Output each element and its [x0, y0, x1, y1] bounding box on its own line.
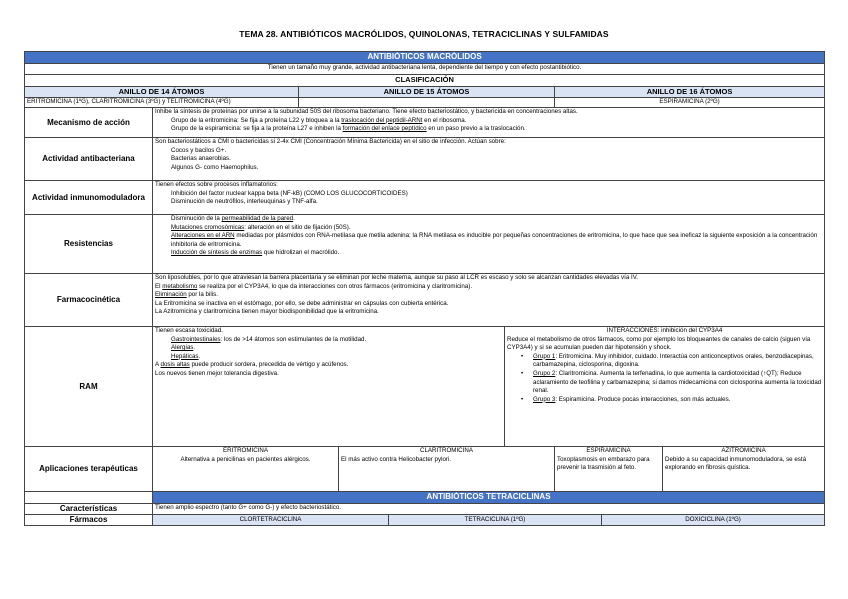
list-item: • Grupo 3: Espiramicina. Produce pocas interacciones, son más actuales. [521, 396, 822, 405]
list-item: • Grupo 1: Eritromicina. Muy inhibidor, cuidado. Interactúa con anticonceptivos orales, benzodiacepinas, carbamazepina, ciclosporina, digoxina. [521, 353, 822, 370]
actividad-inmunomoduladora-intro: Tienen efectos sobre procesos inflamatorios: [155, 181, 278, 188]
caracteristicas-text: Tienen amplio espectro (tanto G+ como G-) y efecto bacteriostático. [153, 504, 825, 515]
ram-left-cell [153, 327, 505, 447]
ring-16-drugs: ESPIRAMICINA (2ºG) [555, 98, 825, 108]
aplicacion-espiramicina: ESPIRAMICINA Toxoplasmosis en embarazo para prevenir la trasmisión al feto. [555, 447, 663, 492]
actividad-inmunomoduladora-label: Actividad inmunomoduladora [25, 181, 153, 215]
ring-14-drugs: ERITROMICINA (1ºG), CLARITROMICINA (3ºG) y TELITROMICINA (4ºG) [25, 98, 299, 108]
interacciones-title: INTERACCIONES: inhibición del CYP3A4 [606, 327, 723, 334]
tetraciclinas-header-spacer [25, 492, 153, 504]
actividad-antibacteriana-label: Actividad antibacteriana [25, 138, 153, 181]
text-line: Eliminación por la bilis. [155, 291, 218, 299]
summary-table [24, 51, 825, 526]
text-line: Los nuevos tienen mejor tolerancia digestiva. [155, 369, 279, 377]
ring-15-drugs [299, 98, 555, 108]
mecanismo-cell [153, 108, 825, 138]
list-item: • Inducción de síntesis de enzimas que hidrolizan el macrólido. [155, 249, 822, 258]
aplicaciones-label: Aplicaciones terapéuticas [25, 447, 153, 492]
farmaco-tetraciclina: TETRACICLINA (1ºG) [389, 515, 602, 526]
ram-intro: Tienen escasa toxicidad. [155, 327, 223, 334]
aplicacion-claritromicina: CLARITROMICINA El más activo contra Helicobacter pylori. [339, 447, 555, 492]
list-item: • Disminución de la permeabilidad de la pared. [155, 215, 822, 224]
list-item: - Grupo de la espiramicina: se fija a la proteína L27 e inhiben la formación del enlace peptídico en un paso previo a la traslocación. [155, 125, 822, 134]
macrolidos-intro: Tienen un tamaño muy grande, actividad antibacteriana lenta, dependiente del tiempo y con efecto postantibiótico. [25, 64, 825, 75]
list-item: - Grupo de la eritromicina: Se fija a proteína L22 y bloquea a la traslocación del peptidil-ARNt en el ribosoma. [155, 117, 822, 126]
resistencias-cell [153, 215, 825, 274]
list-item: - Gastrointestinales: los de >14 átomos son estimulantes de la motilidad. [155, 336, 502, 345]
aplicacion-azitromicina: AZITROMICINA Debido a su capacidad inmunomoduladora, se está explorando en fibrosis quística. [663, 447, 825, 492]
macrolidos-header: ANTIBIÓTICOS MACRÓLIDOS [25, 52, 825, 64]
mecanismo-intro: Inhibe la síntesis de proteínas por unirse a la subunidad 50S del ribosoma bacteriano. Tiene efecto bacteriostático, y bactericida en concentraciones altas. [155, 108, 578, 115]
interacciones-intro: Reduce el metabolismo de otros fármacos, como por ejemplo los bloqueantes de canales de calcio (siguen vía CYP3A4) y si se acumulan pueden dar hipotensión y shock. [507, 335, 811, 352]
farmacocinetica-cell [153, 274, 825, 327]
text-line: A dosis altas puede producir sordera, precedida de vértigo y acúfenos. [155, 361, 349, 369]
document-title: TEMA 28. ANTIBIÓTICOS MACRÓLIDOS, QUINOLONAS, TETRACICLINAS Y SULFAMIDAS [239, 29, 609, 39]
actividad-inmunomoduladora-cell [153, 181, 825, 215]
text-line: La Eritromicina se inactiva en el estómago, por ello, se debe administrar en cápsulas con cubierta entérica. [155, 299, 449, 307]
list-item: • Disminución de neutrófilos, interleuquinas y TNF-alfa. [155, 198, 822, 207]
ram-right-cell [505, 327, 825, 447]
caracteristicas-label: Características [25, 504, 153, 515]
farmaco-doxiciclina: DOXICICLINA (1ºG) [602, 515, 825, 526]
aplicacion-eritromicina: ERITROMICINA Alternativa a penicilinas en pacientes alérgicos. [153, 447, 339, 492]
ram-label: RAM [25, 327, 153, 447]
farmacos-label: Fármacos [25, 515, 153, 526]
text-line: El metabolismo se realiza por el CYP3A4, lo que da interacciones con otros fármacos (eritromicina y claritromicina). [155, 282, 473, 290]
list-item: • Alteraciones en el ARN mediadas por plásmidos con RNA-metilasa que metila adenina: la RNA metilasa es inducible por pequeñas concentraciones de eritromicina, lo que hace que sea ineficaz la siguiente exposición a la concentración inhibitoria de eritromicina. [155, 232, 822, 249]
list-item: • Inhibición del factor nuclear kappa beta (NF-kB) (COMO LOS GLUCOCORTICOIDES) [155, 190, 822, 199]
ring-16-heading: ANILLO DE 16 ÁTOMOS [555, 87, 825, 98]
text-line: Son liposolubles, por lo que atraviesan la barrera placentaria y se eliminan por leche materna, aunque su paso al LCR es escaso y solo se alcanzan cantidades elevadas vía IV. [155, 274, 639, 281]
text-line: La Azitromicina y claritromicina tienen mayor biodisponibilidad que la eritromicina. [155, 308, 379, 316]
actividad-antibacteriana-cell [153, 138, 825, 181]
clasificacion-heading: CLASIFICACIÓN [25, 75, 825, 87]
list-item: • Mutaciones cromosómicas: alteración en el sitio de fijación (50S). [155, 224, 822, 233]
farmaco-clortetraciclina: CLORTETRACICLINA [153, 515, 389, 526]
list-item: - Hepáticas. [155, 353, 502, 362]
list-item: • Grupo 2: Claritromicina. Aumenta la terfenadina, lo que aumenta la cardiotoxicidad (↑QT); Reduce aclaramiento de teofilina y carbamazepina; si damos midecamicina con ciclosporina aumenta la toxicidad renal. [521, 370, 822, 396]
list-item: - Cocos y bacilos G+. [155, 147, 822, 156]
actividad-antibacteriana-intro: Son bacteriostáticos a CMI o bactericidas si 2-4x CMI (Concentración Mínima Bactericida) en el sitio de infección. Actúan sobre: [155, 138, 506, 145]
ring-14-heading: ANILLO DE 14 ÁTOMOS [25, 87, 299, 98]
ring-15-heading: ANILLO DE 15 ÁTOMOS [299, 87, 555, 98]
resistencias-label: Resistencias [25, 215, 153, 274]
tetraciclinas-header: ANTIBIÓTICOS TETRACICLINAS [153, 492, 825, 504]
list-item: - Algunos G- como Haemophilus. [155, 164, 822, 173]
farmacocinetica-label: Farmacocinética [25, 274, 153, 327]
list-item: - Alergias. [155, 344, 502, 353]
list-item: - Bacterias anaerobias. [155, 155, 822, 164]
mecanismo-label: Mecanismo de acción [25, 108, 153, 138]
